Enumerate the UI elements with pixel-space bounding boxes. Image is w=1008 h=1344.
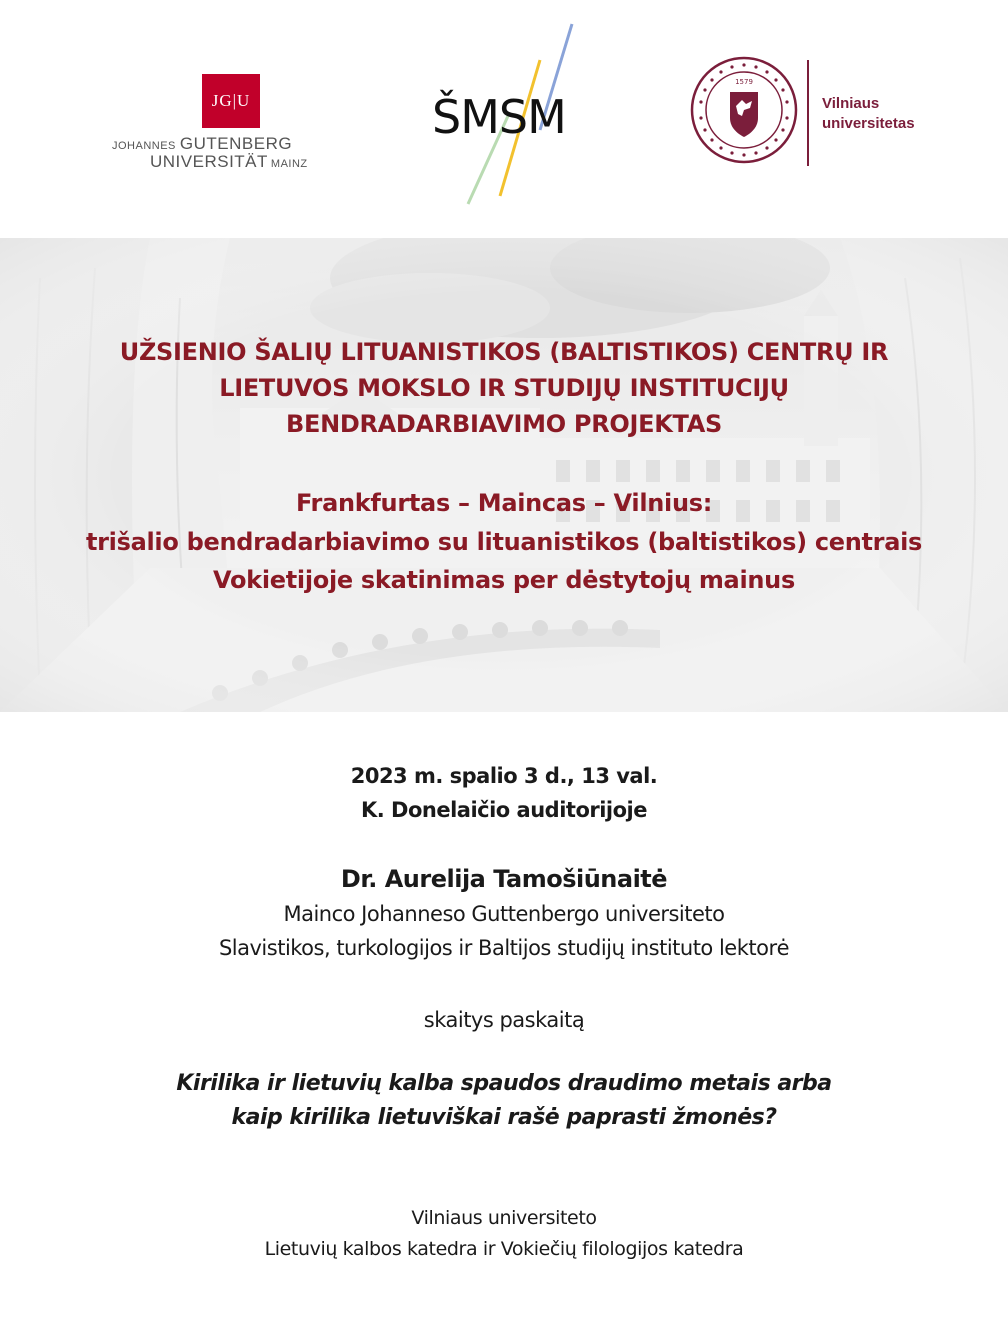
project-title-line-1: UŽSIENIO ŠALIŲ LITUANISTIKOS (BALTISTIKOS) CENTRŲ IR <box>119 338 889 366</box>
organizer-line-1: Vilniaus universiteto <box>411 1207 597 1229</box>
vu-logo <box>690 56 950 176</box>
talk-title-line-1: Kirilika ir lietuvių kalba spaudos draudimo metais arba <box>176 1071 832 1096</box>
event-venue: K. Donelaičio auditorijoje <box>360 798 647 822</box>
project-title-line-2: LIETUVOS MOKSLO IR STUDIJŲ INSTITUCIJŲ <box>219 374 789 402</box>
smsm-wordmark: ŠMSM <box>432 90 566 144</box>
vu-seal-icon <box>690 56 798 164</box>
project-subtitle-line-2: trišalio bendradarbiavimo su lituanistikos (baltistikos) centrais <box>85 528 923 556</box>
smsm-logo <box>428 20 628 210</box>
logo-header <box>0 0 1008 238</box>
project-title-line-3: BENDRADARBIAVIMO PROJEKTAS <box>285 410 722 438</box>
organizer-line-2: Lietuvių kalbos katedra ir Vokiečių filologijos katedra <box>264 1238 744 1260</box>
talk-intro: skaitys paskaitą <box>423 1008 585 1032</box>
project-subtitle-line-3: Vokietijoje skatinimas per dėstytojų mainus <box>213 566 795 594</box>
jgu-name-line1: JOHANNES GUTENBERG <box>112 134 293 153</box>
project-subtitle-line-1: Frankfurtas – Maincas – Vilnius: <box>295 489 713 517</box>
courtyard-photo <box>0 238 1008 712</box>
speaker-affiliation-line-2: Slavistikos, turkologijos ir Baltijos studijų instituto lektorė <box>218 936 790 960</box>
courtyard-photo-banner <box>0 238 1008 712</box>
jgu-name-line2: UNIVERSITÄT MAINZ <box>150 152 308 171</box>
speaker-affiliation-line-1: Mainco Johanneso Guttenbergo universiteto <box>283 902 725 926</box>
svg-text:1579: 1579 <box>735 78 753 86</box>
speaker-name: Dr. Aurelija Tamošiūnaitė <box>340 865 668 893</box>
talk-title-line-2: kaip kirilika lietuviškai rašė paprasti žmonės? <box>231 1105 777 1130</box>
jgu-mark: JG|U <box>202 74 260 128</box>
vu-divider <box>807 60 809 166</box>
vu-name: Vilniaus universitetas <box>822 95 915 132</box>
jgu-logo <box>112 72 322 172</box>
event-date: 2023 m. spalio 3 d., 13 val. <box>350 764 658 788</box>
